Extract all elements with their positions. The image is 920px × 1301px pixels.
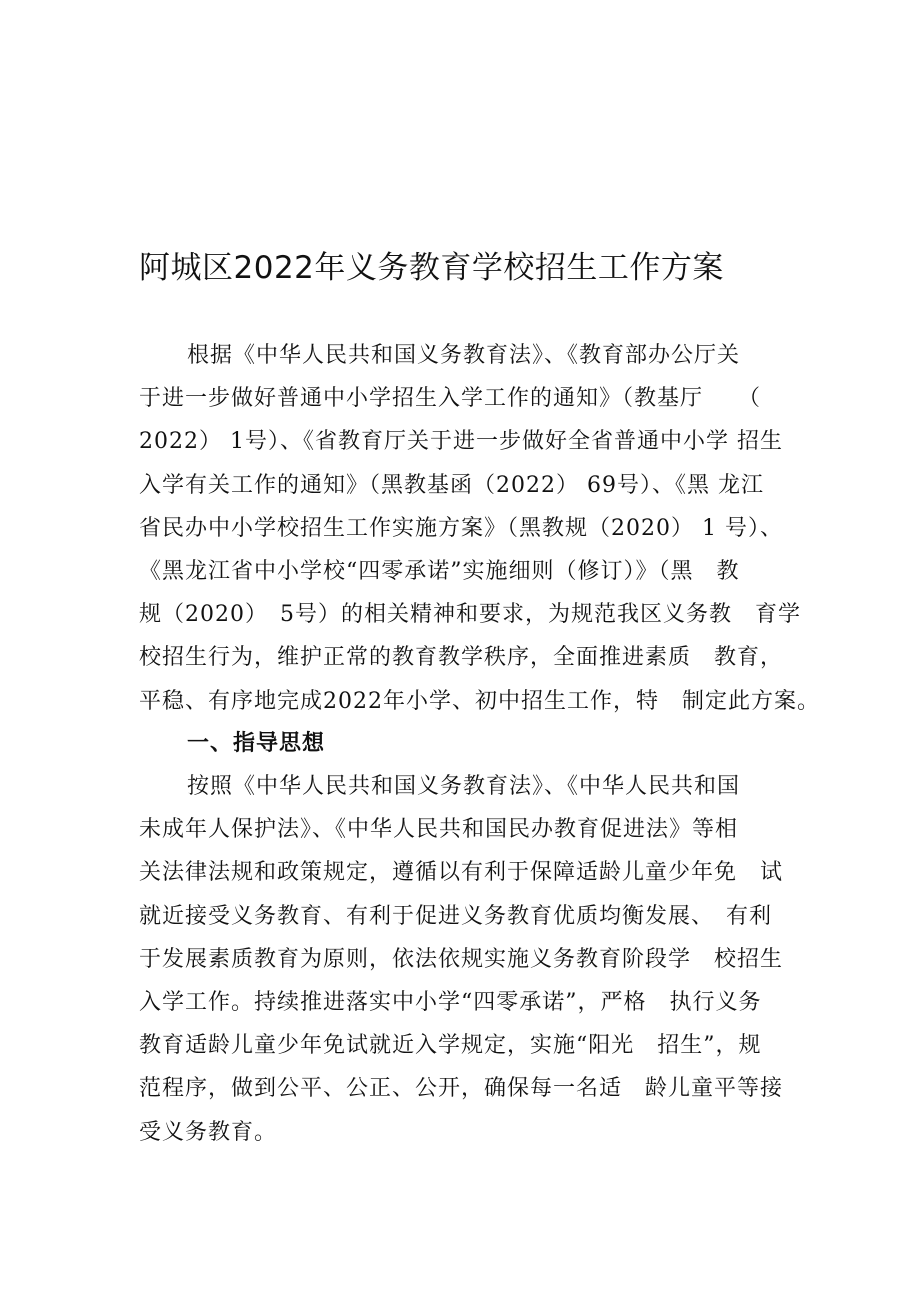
paragraph-line: 入学工作。持续推进落实中小学“四零承诺”，严格 执行义务 (139, 989, 762, 1015)
document-title: 阿城区2022年义务教育学校招生工作方案 (139, 250, 724, 286)
paragraph-line: 《黑龙江省中小学校“四零承诺”实施细则（修订）》（黑 教 (139, 558, 740, 584)
paragraph-line: 于发展素质教育为原则，依法依规实施义务教育阶段学 校招生 (139, 946, 784, 972)
paragraph-line: 教育适龄儿童少年免试就近入学规定，实施“阳光 招生”，规 (139, 1033, 762, 1059)
paragraph-line: 校招生行为，维护正常的教育教学秩序，全面推进素质 教育， (139, 645, 784, 671)
paragraph-line: 根据《中华人民共和国义务教育法》、《教育部办公厅关 (187, 343, 741, 368)
paragraph-line: 就近接受义务教育、有利于促进义务教育优质均衡发展、 有利 (139, 903, 773, 929)
paragraph-line: 关法律法规和政策规定，遵循以有利于保障适龄儿童少年免 试 (139, 860, 784, 886)
section-heading-guiding-ideology: 一、指导思想 (187, 731, 326, 756)
paragraph-line: 于进一步做好普通中小学招生入学工作的通知》（教基厅 （ (139, 386, 762, 412)
paragraph-line: 规（2020） 5号）的相关精神和要求，为规范我区义务教 育学 (139, 602, 801, 628)
paragraph-line: 2022） 1号）、《省教育厅关于进一步做好全省普通中小学 招生 (139, 429, 783, 455)
paragraph-line: 平稳、有序地完成2022年小学、初中招生工作，特 制定此方案。 (139, 688, 820, 714)
paragraph-line: 入学有关工作的通知》（黑教基函（2022） 69号）、《黑 龙江 (139, 472, 764, 498)
paragraph-line: 受义务教育。 (139, 1119, 278, 1145)
paragraph-guiding-ideology (139, 765, 799, 1154)
paragraph-basis (139, 334, 820, 723)
paragraph-line: 未成年人保护法》、《中华人民共和国民办教育促进法》等相 (139, 817, 739, 843)
paragraph-line: 省民办中小学校招生工作实施方案》（黑教规（2020） 1 号）、 (139, 515, 783, 541)
paragraph-line: 按照《中华人民共和国义务教育法》、《中华人民共和国 (187, 774, 741, 799)
paragraph-line: 范程序，做到公平、公正、公开，确保每一名适 龄儿童平等接 (139, 1076, 784, 1102)
